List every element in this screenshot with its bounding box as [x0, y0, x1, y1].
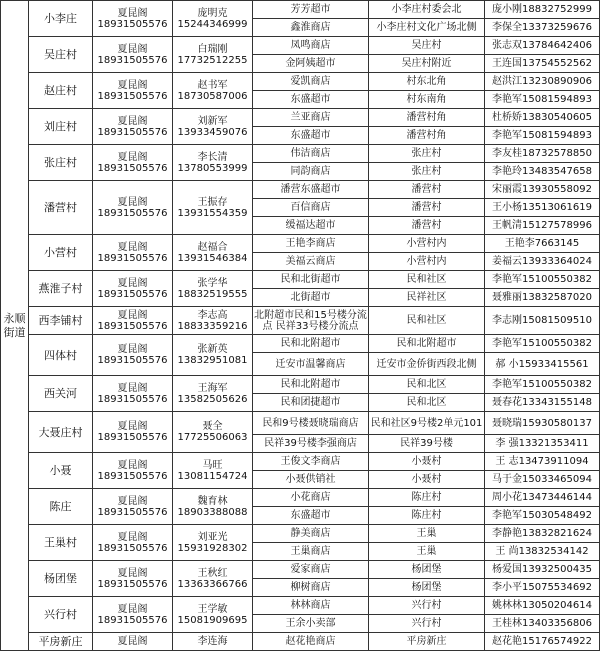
store-address-cell: 陈庄村 — [369, 489, 485, 507]
store-name-cell: 东盛超市 — [253, 127, 369, 145]
village-name-cell: 吴庄村 — [29, 37, 93, 73]
store-name-cell: 美福云商店 — [253, 253, 369, 271]
store-address-cell: 迁安市金侨街西段北侧 — [369, 353, 485, 376]
store-phone-cell: 聂雅丽13832587020 — [485, 289, 600, 307]
supervisor-cell: 夏昆阁 18931505576 — [93, 453, 173, 489]
village-name-cell: 平房新庄 — [29, 633, 93, 651]
table-row — [1, 1, 600, 19]
store-phone-cell: 李友桂18732578850 — [485, 145, 600, 163]
supervisor-cell: 夏昆阁 18931505576 — [93, 271, 173, 307]
store-phone-cell: 李艳军15081594893 — [485, 127, 600, 145]
store-phone-cell: 王连国13754552562 — [485, 55, 600, 73]
village-contact-cell: 白瑞刚 17732512255 — [173, 37, 253, 73]
store-address-cell: 张庄村 — [369, 163, 485, 181]
store-phone-cell: 李艳军15081594893 — [485, 91, 600, 109]
store-name-cell: 凤鸣商店 — [253, 37, 369, 55]
village-contact-cell: 赵福合 13931546384 — [173, 235, 253, 271]
table-row — [1, 525, 600, 543]
store-name-cell: 东盛超市 — [253, 91, 369, 109]
store-phone-cell: 马于金15033465094 — [485, 471, 600, 489]
store-phone-cell: 周小花13473446144 — [485, 489, 600, 507]
store-address-cell: 民祥社区 — [369, 289, 485, 307]
store-name-cell: 金阿姨超市 — [253, 55, 369, 73]
table-row — [1, 335, 600, 353]
store-address-cell: 潘营村 — [369, 199, 485, 217]
store-phone-cell: 姜福云13933364024 — [485, 253, 600, 271]
store-address-cell: 潘营村角 — [369, 127, 485, 145]
store-name-cell: 静美商店 — [253, 525, 369, 543]
village-name-cell: 小聂 — [29, 453, 93, 489]
table-row — [1, 73, 600, 91]
store-phone-cell: 聂晓瑞15930580137 — [485, 412, 600, 435]
village-contact-cell: 马旺 13081154724 — [173, 453, 253, 489]
store-address-cell: 民和北区 — [369, 394, 485, 412]
store-phone-cell: 李艳军15100550382 — [485, 335, 600, 353]
store-name-cell: 民和北街超市 — [253, 271, 369, 289]
table-row — [1, 145, 600, 163]
village-name-cell: 西李铺村 — [29, 307, 93, 335]
village-contact-cell: 魏育林 18903388088 — [173, 489, 253, 525]
store-address-cell: 民和社区 — [369, 271, 485, 289]
store-address-cell: 小李庄村委会北 — [369, 1, 485, 19]
village-contact-cell: 张新英 13832951081 — [173, 335, 253, 376]
store-address-cell: 小李庄村文化广场北侧 — [369, 19, 485, 37]
store-phone-cell: 姚林林13050204614 — [485, 597, 600, 615]
village-contact-cell: 聂全 17725506063 — [173, 412, 253, 453]
store-name-cell: 兰亚商店 — [253, 109, 369, 127]
store-address-cell: 潘营村 — [369, 181, 485, 199]
supervisor-cell: 夏昆阁 18931505576 — [93, 37, 173, 73]
table-row — [1, 109, 600, 127]
village-contact-cell: 王海军 13582505626 — [173, 376, 253, 412]
store-name-cell: 民和北附超市 — [253, 376, 369, 394]
store-name-cell: 北附超市民和15号楼分流点 民祥33号楼分流点 — [253, 307, 369, 335]
supervisor-cell: 夏昆阁 18931505576 — [93, 1, 173, 37]
supervisor-cell: 夏昆阁 18931505576 — [93, 597, 173, 633]
supervisor-cell: 夏昆阁 18931505576 — [93, 376, 173, 412]
village-name-cell: 小李庄 — [29, 1, 93, 37]
village-name-cell: 潘营村 — [29, 181, 93, 235]
store-phone-cell: 李静艳13832821624 — [485, 525, 600, 543]
store-address-cell: 村东南角 — [369, 91, 485, 109]
village-name-cell: 兴行村 — [29, 597, 93, 633]
store-name-cell: 迁安市温馨商店 — [253, 353, 369, 376]
store-phone-cell: 李保全13373259676 — [485, 19, 600, 37]
village-contact-cell: 王学敏 15081909695 — [173, 597, 253, 633]
table-row — [1, 235, 600, 253]
store-address-cell: 陈庄村 — [369, 507, 485, 525]
store-phone-cell: 王 尚13832534142 — [485, 543, 600, 561]
village-name-cell: 王巢村 — [29, 525, 93, 561]
store-phone-cell: 王 志13473911094 — [485, 453, 600, 471]
store-phone-cell: 李艳军15030548492 — [485, 507, 600, 525]
store-address-cell: 王巢 — [369, 543, 485, 561]
store-phone-cell: 李艳军15100550382 — [485, 271, 600, 289]
village-contact-cell: 王秋红 13363366766 — [173, 561, 253, 597]
table-row — [1, 597, 600, 615]
store-phone-cell: 王帆清15127578996 — [485, 217, 600, 235]
supervisor-cell: 夏昆阁 18931505576 — [93, 73, 173, 109]
store-address-cell: 兴行村 — [369, 597, 485, 615]
street-name-cell: 永顺 街道 — [1, 1, 29, 651]
store-address-cell: 民祥39号楼 — [369, 435, 485, 453]
village-contact-cell: 张学华 18832519555 — [173, 271, 253, 307]
store-name-cell: 赵花艳商店 — [253, 633, 369, 651]
store-name-cell: 东盛超市 — [253, 507, 369, 525]
village-contact-cell: 庞明克 15244346999 — [173, 1, 253, 37]
store-phone-cell: 李小平15075534692 — [485, 579, 600, 597]
store-address-cell: 小营村内 — [369, 235, 485, 253]
store-address-cell: 潘营村 — [369, 217, 485, 235]
store-phone-cell: 李艳玲13483547658 — [485, 163, 600, 181]
store-address-cell: 吴庄村附近 — [369, 55, 485, 73]
store-address-cell: 民和北附超市 — [369, 335, 485, 353]
village-name-cell: 赵庄村 — [29, 73, 93, 109]
table-row — [1, 37, 600, 55]
village-contact-cell: 李连海 — [173, 633, 253, 651]
store-phone-cell: 赵花艳15176574922 — [485, 633, 600, 651]
store-phone-cell: 聂春花13343155148 — [485, 394, 600, 412]
village-contact-cell: 李志高 18833359216 — [173, 307, 253, 335]
store-name-cell: 民祥39号楼李强商店 — [253, 435, 369, 453]
store-name-cell: 北街超市 — [253, 289, 369, 307]
store-name-cell: 同韵商店 — [253, 163, 369, 181]
table-row — [1, 489, 600, 507]
store-phone-cell: 王小杨13513061619 — [485, 199, 600, 217]
village-contact-cell: 赵书军 18730587006 — [173, 73, 253, 109]
store-address-cell: 兴行村 — [369, 615, 485, 633]
table-row — [1, 307, 600, 335]
store-phone-cell: 李志刚15081509510 — [485, 307, 600, 335]
village-name-cell: 燕淮子村 — [29, 271, 93, 307]
store-phone-cell: 杨爱国13932500435 — [485, 561, 600, 579]
store-name-cell: 民和9号楼聂晓瑞商店 — [253, 412, 369, 435]
table-row — [1, 181, 600, 199]
supervisor-cell: 夏昆阁 — [93, 633, 173, 651]
supervisor-cell: 夏昆阁 18931505576 — [93, 489, 173, 525]
store-address-cell: 民和社区9号楼2单元101 — [369, 412, 485, 435]
store-phone-cell: 庞小刚18832752999 — [485, 1, 600, 19]
store-name-cell: 爱凯商店 — [253, 73, 369, 91]
store-phone-cell: 宋丽霞13930558092 — [485, 181, 600, 199]
store-name-cell: 柳树商店 — [253, 579, 369, 597]
village-name-cell: 西关河 — [29, 376, 93, 412]
store-address-cell: 民和社区 — [369, 307, 485, 335]
supervisor-cell: 夏昆阁 18931505576 — [93, 561, 173, 597]
table-row — [1, 561, 600, 579]
store-address-cell: 小聂村 — [369, 453, 485, 471]
supervisor-cell: 夏昆阁 18931505576 — [93, 307, 173, 335]
store-address-cell: 潘营村角 — [369, 109, 485, 127]
store-address-cell: 民和北区 — [369, 376, 485, 394]
store-address-cell: 吴庄村 — [369, 37, 485, 55]
store-phone-cell: 李 强13321353411 — [485, 435, 600, 453]
store-name-cell: 林林商店 — [253, 597, 369, 615]
store-phone-cell: 张志双13784642406 — [485, 37, 600, 55]
table-row — [1, 412, 600, 435]
village-name-cell: 大聂庄村 — [29, 412, 93, 453]
supervisor-cell: 夏昆阁 18931505576 — [93, 109, 173, 145]
store-phone-cell: 王艳李7663145 — [485, 235, 600, 253]
village-contact-cell: 刘新军 13933459076 — [173, 109, 253, 145]
store-name-cell: 爱家商店 — [253, 561, 369, 579]
store-address-cell: 小营村内 — [369, 253, 485, 271]
supervisor-cell: 夏昆阁 18931505576 — [93, 181, 173, 235]
store-name-cell: 民和北附超市 — [253, 335, 369, 353]
village-contact-cell: 刘亚光 15931928302 — [173, 525, 253, 561]
store-name-cell: 鑫淮商店 — [253, 19, 369, 37]
store-phone-cell: 杜桥娇13830540605 — [485, 109, 600, 127]
store-address-cell: 平房新庄 — [369, 633, 485, 651]
village-name-cell: 陈庄 — [29, 489, 93, 525]
store-address-cell: 王巢 — [369, 525, 485, 543]
store-phone-cell: 郝 小15933415561 — [485, 353, 600, 376]
village-contact-cell: 李长清 13780553999 — [173, 145, 253, 181]
supervisor-cell: 夏昆阁 18931505576 — [93, 235, 173, 271]
store-name-cell: 小花商店 — [253, 489, 369, 507]
village-contact-cell: 王振存 13931554359 — [173, 181, 253, 235]
store-name-cell: 潘营东盛超市 — [253, 181, 369, 199]
table-row — [1, 376, 600, 394]
store-name-cell: 王艳李商店 — [253, 235, 369, 253]
table-row — [1, 271, 600, 289]
supervisor-cell: 夏昆阁 18931505576 — [93, 335, 173, 376]
supervisor-cell: 夏昆阁 18931505576 — [93, 145, 173, 181]
village-name-cell: 四体村 — [29, 335, 93, 376]
supervisor-cell: 夏昆阁 18931505576 — [93, 525, 173, 561]
store-name-cell: 芳芳超市 — [253, 1, 369, 19]
village-name-cell: 小营村 — [29, 235, 93, 271]
store-name-cell: 王俊文李商店 — [253, 453, 369, 471]
store-name-cell: 小聂供销社 — [253, 471, 369, 489]
store-phone-cell: 赵洪江13230890906 — [485, 73, 600, 91]
store-address-cell: 杨团堡 — [369, 579, 485, 597]
store-phone-cell: 王桂林13403356806 — [485, 615, 600, 633]
store-address-cell: 小聂村 — [369, 471, 485, 489]
village-name-cell: 刘庄村 — [29, 109, 93, 145]
store-address-cell: 张庄村 — [369, 145, 485, 163]
table-row — [1, 453, 600, 471]
store-address-cell: 杨团堡 — [369, 561, 485, 579]
store-phone-cell: 李艳军15100550382 — [485, 376, 600, 394]
store-name-cell: 缓福达超市 — [253, 217, 369, 235]
table-row — [1, 633, 600, 651]
village-name-cell: 张庄村 — [29, 145, 93, 181]
supervisor-cell: 夏昆阁 18931505576 — [93, 412, 173, 453]
store-name-cell: 伟洁商店 — [253, 145, 369, 163]
store-name-cell: 王余小卖部 — [253, 615, 369, 633]
village-name-cell: 杨团堡 — [29, 561, 93, 597]
store-name-cell: 王巢商店 — [253, 543, 369, 561]
store-name-cell: 百信商店 — [253, 199, 369, 217]
store-name-cell: 民和团捷超市 — [253, 394, 369, 412]
store-address-cell: 村东北角 — [369, 73, 485, 91]
